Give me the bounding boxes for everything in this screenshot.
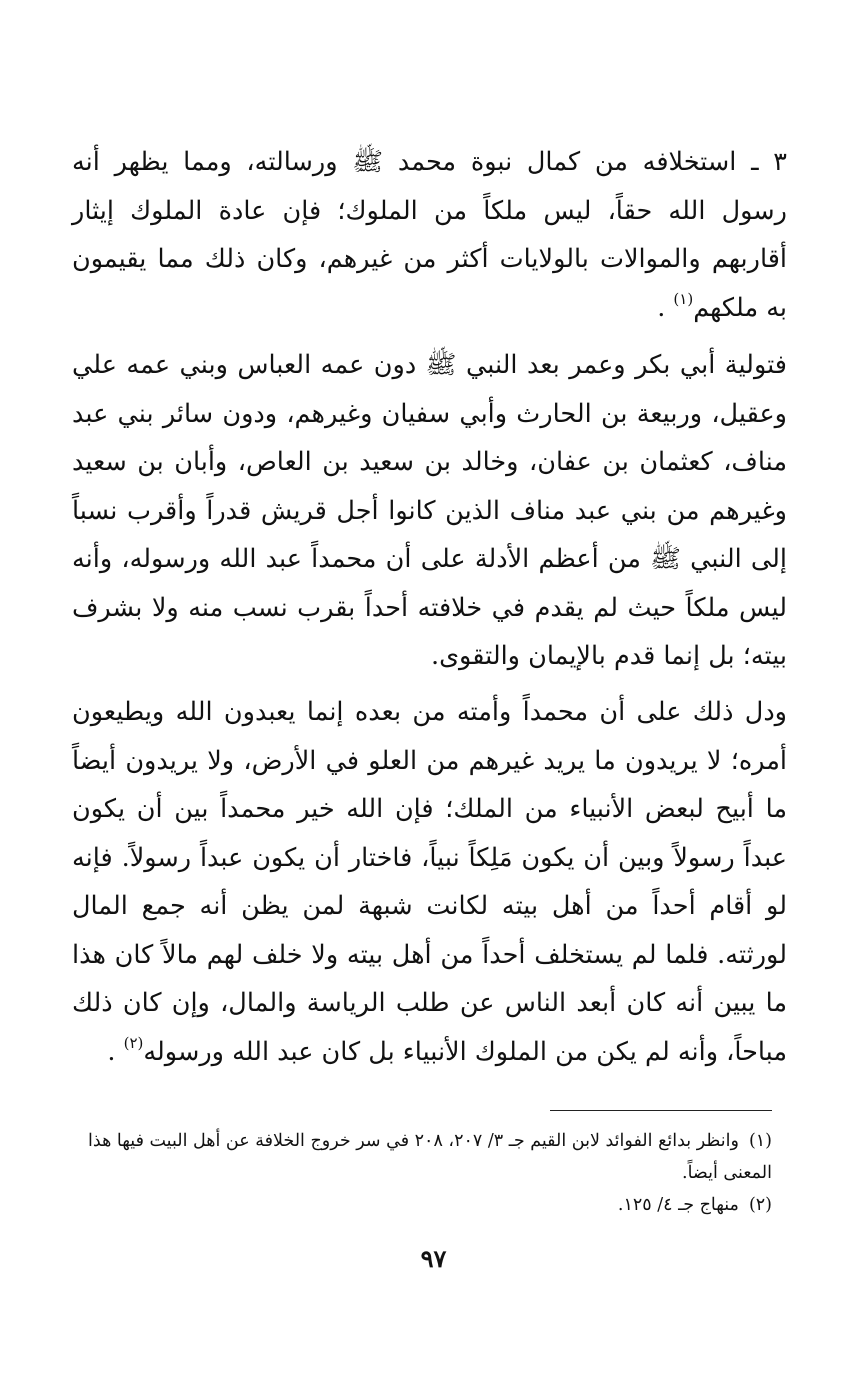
footnote-divider [550,1110,772,1111]
footnote-ref-1[interactable]: (١) [673,289,694,308]
paragraph-1-end: . [657,292,666,323]
page-number: ٩٧ [420,1244,447,1273]
paragraph-1 [72,138,787,332]
paragraph-2-text: فتولية أبي بكر وعمر بعد النبي ﷺ دون عمه العباس وبني عمه علي وعقيل، وربيعة بن الحارث وأبي سفيان وغيرهم، ودون سائر بني عبد مناف، كعثمان بن عفان، وخالد بن سعيد بن العاص، وأبان بن سعيد وغيرهم من بني عبد مناف الذين كانوا أجل قريش قدراً وأقرب نسباً إلى النبي ﷺ من أعظم الأدلة على أن محمداً عبد الله ورسوله، وأنه ليس ملكاً حيث لم يقدم في خلافته أحداً بقرب نسب منه ولا بشرف بيته؛ بل إنما قدم بالإيمان والتقوى. [72,350,787,671]
paragraph-3-text: ودل ذلك على أن محمداً وأمته من بعده إنما يعبدون الله ويطيعون أمره؛ لا يريدون ما يريد غيرهم من العلو في الأرض، ولا يريدون أيضاً ما أبيح لبعض الأنبياء من الملك؛ فإن الله خير محمداً بين أن يكون عبداً رسولاً وبين أن يكون مَلِكاً نبياً، فاختار أن يكون عبداً رسولاً. فإنه لو أقام أحداً من أهل بيته لكانت شبهة لمن يظن أنه جمع المال لورثته. فلما لم يستخلف أحداً من أهل بيته ولا خلف لهم مالاً كان هذا ما يبين أنه كان أبعد الناس عن طلب الرياسة والمال، وإن كان ذلك مباحاً، وأنه لم يكن من الملوك الأنبياء بل كان عبد الله ورسوله [72,697,787,1067]
footnote-2-number: (٢) [748,1195,772,1215]
paragraph-1-text: ٣ ـ استخلافه من كمال نبوة محمد ﷺ ورسالته، ومما يظهر أنه رسول الله حقاً، ليس ملكاً من الملوك؛ فإن عادة الملوك إيثار أقاربهم والموالات بالولايات أكثر من غيرهم، وكان ذلك مما يقيمون به ملكهم [72,147,787,323]
paragraph-3 [72,688,787,1076]
paragraph-2 [72,341,787,681]
footnote-1-text: وانظر بدائع الفوائد لابن القيم جـ ٣/ ٢٠٧، ٢٠٨ في سر خروج الخلافة عن أهل البيت فيها هذا المعنى أيضاً. [88,1131,772,1183]
paragraph-3-end: . [107,1036,116,1067]
footnote-2-text: منهاج جـ ٤/ ١٢٥. [617,1195,739,1215]
footnote-1 [76,1125,772,1189]
footnote-1-number: (١) [748,1131,772,1151]
footnote-2 [76,1189,772,1221]
footnote-ref-2[interactable]: (٢) [123,1033,144,1052]
